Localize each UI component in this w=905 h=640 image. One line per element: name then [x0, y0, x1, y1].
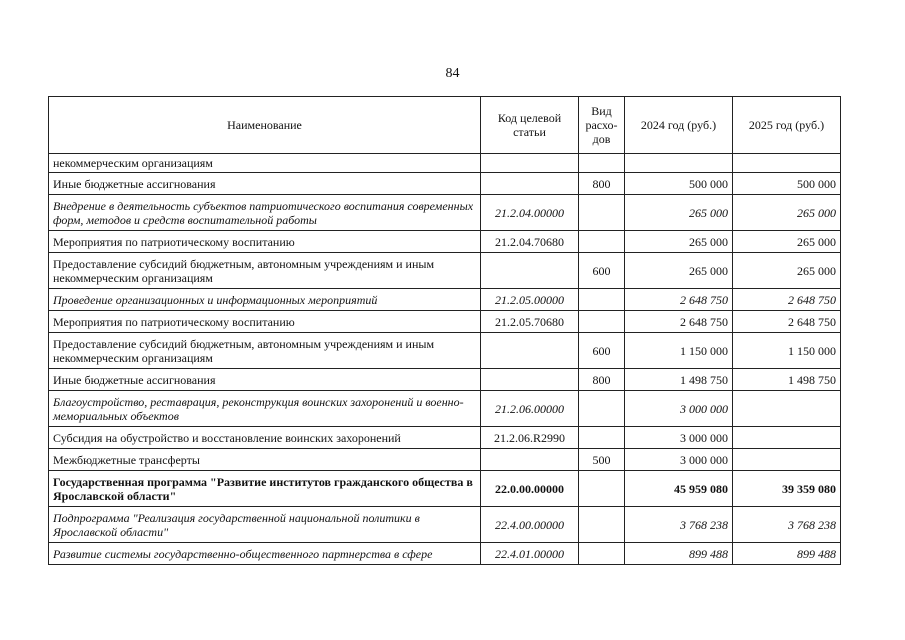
row-code-cell: 22.4.00.00000: [481, 507, 579, 543]
row-kind-cell: 600: [579, 333, 625, 369]
row-2024-cell: [625, 154, 733, 173]
row-code-cell: 21.2.06.00000: [481, 391, 579, 427]
table-row: [49, 543, 841, 565]
row-kind-cell: 600: [579, 253, 625, 289]
row-kind-cell: [579, 231, 625, 253]
row-2024-cell: 3 000 000: [625, 391, 733, 427]
row-kind-cell: [579, 311, 625, 333]
row-2025-cell: [733, 449, 841, 471]
row-name-cell: Мероприятия по патриотическому воспитанию: [49, 231, 481, 253]
table-body: [49, 154, 841, 565]
row-2025-cell: [733, 154, 841, 173]
table-row: [49, 195, 841, 231]
row-name-cell: Иные бюджетные ассигнования: [49, 173, 481, 195]
row-kind-cell: [579, 427, 625, 449]
row-2025-cell: 2 648 750: [733, 289, 841, 311]
row-code-cell: [481, 449, 579, 471]
row-code-cell: 21.2.05.00000: [481, 289, 579, 311]
row-2024-cell: 3 768 238: [625, 507, 733, 543]
row-2024-cell: 1 498 750: [625, 369, 733, 391]
row-2024-cell: 2 648 750: [625, 289, 733, 311]
row-kind-cell: [579, 471, 625, 507]
row-2024-cell: 899 488: [625, 543, 733, 565]
row-2025-cell: 1 150 000: [733, 333, 841, 369]
row-code-cell: [481, 154, 579, 173]
row-name-cell: Мероприятия по патриотическому воспитанию: [49, 311, 481, 333]
row-code-cell: 21.2.05.70680: [481, 311, 579, 333]
row-code-cell: 22.4.01.00000: [481, 543, 579, 565]
table-row: [49, 333, 841, 369]
row-name-cell: Государственная программа "Развитие институтов гражданского общества в Ярославской области": [49, 471, 481, 507]
row-kind-cell: 500: [579, 449, 625, 471]
row-name-cell: Проведение организационных и информационных мероприятий: [49, 289, 481, 311]
row-2024-cell: 265 000: [625, 253, 733, 289]
row-kind-cell: [579, 195, 625, 231]
table-row: [49, 449, 841, 471]
row-code-cell: 22.0.00.00000: [481, 471, 579, 507]
row-2025-cell: 39 359 080: [733, 471, 841, 507]
row-name-cell: Межбюджетные трансферты: [49, 449, 481, 471]
row-kind-cell: 800: [579, 173, 625, 195]
row-code-cell: [481, 173, 579, 195]
budget-table: [48, 96, 841, 565]
row-2025-cell: 500 000: [733, 173, 841, 195]
row-kind-cell: [579, 507, 625, 543]
header-kind: Вид расхо-дов: [579, 97, 625, 154]
table-row: [49, 311, 841, 333]
row-2025-cell: 265 000: [733, 195, 841, 231]
row-name-cell: Иные бюджетные ассигнования: [49, 369, 481, 391]
row-kind-cell: [579, 289, 625, 311]
row-name-cell: Подпрограмма "Реализация государственной национальной политики в Ярославской области": [49, 507, 481, 543]
table-row: [49, 154, 841, 173]
row-2024-cell: 265 000: [625, 195, 733, 231]
row-2025-cell: 899 488: [733, 543, 841, 565]
row-name-cell: Субсидия на обустройство и восстановление воинских захоронений: [49, 427, 481, 449]
header-name: Наименование: [49, 97, 481, 154]
row-name-cell: Предоставление субсидий бюджетным, автономным учреждениям и иным некоммерческим организациям: [49, 253, 481, 289]
table-row: [49, 289, 841, 311]
table-header-row: [49, 97, 841, 154]
row-kind-cell: [579, 391, 625, 427]
row-name-cell: Благоустройство, реставрация, реконструкция воинских захоронений и военно-мемориальных объектов: [49, 391, 481, 427]
row-2024-cell: 3 000 000: [625, 427, 733, 449]
row-kind-cell: [579, 154, 625, 173]
row-code-cell: [481, 253, 579, 289]
row-name-cell: Предоставление субсидий бюджетным, автономным учреждениям и иным некоммерческим организациям: [49, 333, 481, 369]
page-number: 84: [445, 66, 460, 81]
row-code-cell: 21.2.04.70680: [481, 231, 579, 253]
row-2025-cell: [733, 391, 841, 427]
row-name-cell: Внедрение в деятельность субъектов патриотического воспитания современных форм, методов и средств воспитательной работы: [49, 195, 481, 231]
row-2025-cell: [733, 427, 841, 449]
row-2025-cell: 265 000: [733, 231, 841, 253]
row-2025-cell: 265 000: [733, 253, 841, 289]
row-code-cell: 21.2.04.00000: [481, 195, 579, 231]
table-row: [49, 253, 841, 289]
table-row: [49, 507, 841, 543]
row-kind-cell: 800: [579, 369, 625, 391]
row-2025-cell: 2 648 750: [733, 311, 841, 333]
header-2025: 2025 год (руб.): [733, 97, 841, 154]
header-code: Код целевой статьи: [481, 97, 579, 154]
row-2024-cell: 45 959 080: [625, 471, 733, 507]
table-row: [49, 471, 841, 507]
row-2024-cell: 2 648 750: [625, 311, 733, 333]
row-name-cell: некоммерческим организациям: [49, 154, 481, 173]
row-2025-cell: 1 498 750: [733, 369, 841, 391]
table-row: [49, 369, 841, 391]
row-kind-cell: [579, 543, 625, 565]
row-code-cell: [481, 369, 579, 391]
row-name-cell: Развитие системы государственно-общественного партнерства в сфере: [49, 543, 481, 565]
row-2024-cell: 3 000 000: [625, 449, 733, 471]
table-row: [49, 391, 841, 427]
table-row: [49, 427, 841, 449]
row-2024-cell: 1 150 000: [625, 333, 733, 369]
row-code-cell: [481, 333, 579, 369]
header-2024: 2024 год (руб.): [625, 97, 733, 154]
row-2024-cell: 500 000: [625, 173, 733, 195]
row-2025-cell: 3 768 238: [733, 507, 841, 543]
row-2024-cell: 265 000: [625, 231, 733, 253]
table-row: [49, 173, 841, 195]
table-row: [49, 231, 841, 253]
row-code-cell: 21.2.06.R2990: [481, 427, 579, 449]
